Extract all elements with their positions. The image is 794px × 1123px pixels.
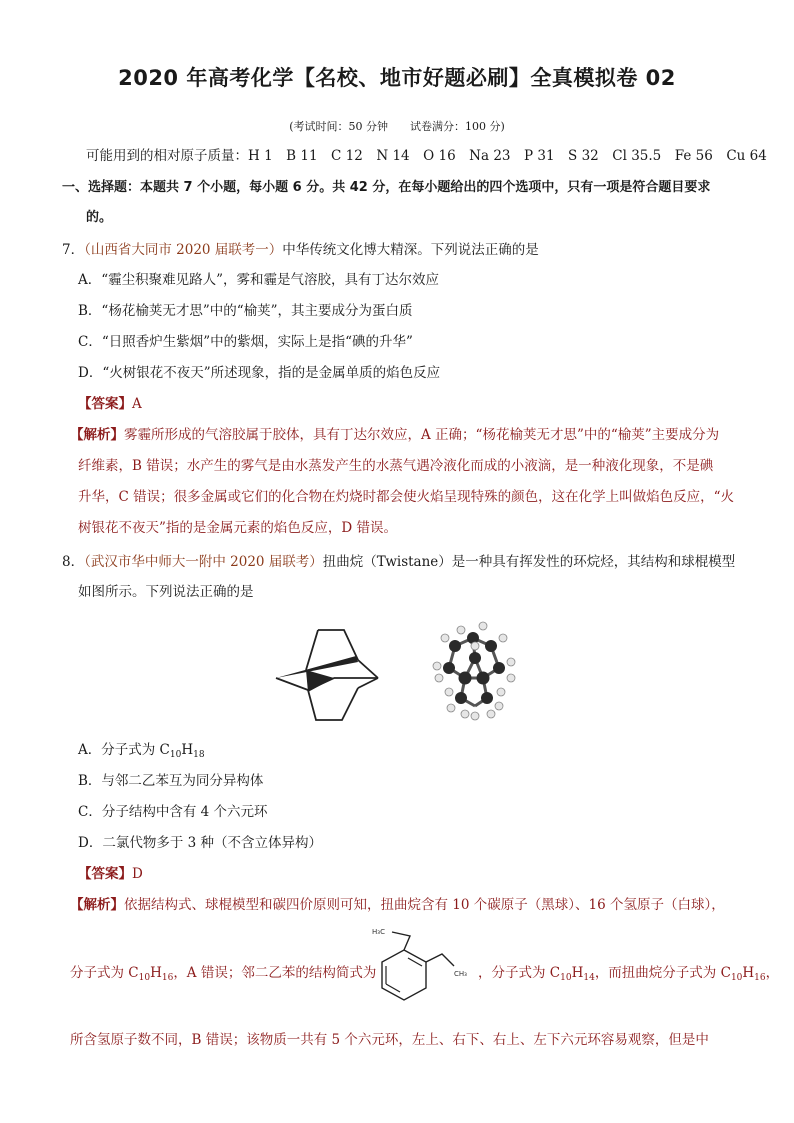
q8-explain-1 xyxy=(70,895,725,915)
twistane-structure-figure xyxy=(270,622,385,724)
ch3-label-right: CH₃ xyxy=(454,970,467,978)
q7-option-a: A．“霾尘积聚难见路人”，雾和霾是气溶胶，具有丁达尔效应 xyxy=(78,272,440,288)
q8-explain-2-h: H xyxy=(150,965,162,981)
q8-stem-text-1: 扭曲烷（Twistane）是一种具有挥发性的环烷烃，其结构和球棍模型 xyxy=(322,554,736,570)
q8-explain-label: 【解析】 xyxy=(70,897,124,913)
q8-option-b: B．与邻二乙苯互为同分异构体 xyxy=(78,773,264,789)
q7-option-d: D．“火树银花不夜天”所述现象，指的是金属单质的焰色反应 xyxy=(78,365,441,381)
q8-option-a xyxy=(78,740,205,760)
page-title: 2020 年高考化学【名校、地市好题必刷】全真模拟卷 02 xyxy=(118,66,676,90)
q8-answer-value: D xyxy=(132,866,143,882)
atomic-mass-line xyxy=(86,146,767,166)
q8-explain-2-right xyxy=(478,963,779,983)
q7-answer-value: A xyxy=(132,396,142,412)
q7-explain-4: 树银花不夜天”指的是金属元素的焰色反应，D 错误。 xyxy=(78,520,398,536)
q8-option-a-h: H xyxy=(181,742,194,758)
q7-answer-label: 【答案】 xyxy=(78,396,132,412)
q8-explain-2-h: H xyxy=(571,965,584,981)
q8-answer xyxy=(78,864,143,884)
q7-stem xyxy=(62,240,539,260)
structure-wedge-bond xyxy=(306,670,334,692)
q7-option-c: C．“日照香炉生紫烟”中的紫烟，实际上是指“碘的升华” xyxy=(78,334,413,350)
atomic-mass-values: H 1 B 11 C 12 N 14 O 16 Na 23 P 31 S 32 Cl 35.5 Fe 56 Cu 64 xyxy=(248,148,767,164)
q7-explain-1 xyxy=(70,425,719,445)
q8-explain-2-text: ，分子式为 C xyxy=(478,965,561,981)
q8-stem xyxy=(62,552,735,572)
q8-explain-2-sub: 10 xyxy=(730,973,743,983)
structure-bond xyxy=(306,630,318,670)
q8-number: 8． xyxy=(62,554,85,570)
q8-option-c: C．分子结构中含有 4 个六元环 xyxy=(78,804,268,820)
q8-explain-2-sub: 10 xyxy=(560,973,572,983)
q8-option-a-sub-c: 10 xyxy=(169,750,182,760)
q8-explain-2-sub: 16 xyxy=(161,973,174,983)
q7-explain-1-text: 雾霾所形成的气溶胶属于胶体，具有丁达尔效应，A 正确；“杨花榆荚无才思”中的“榆荚”主要成分为 xyxy=(124,427,720,443)
q7-explain-label: 【解析】 xyxy=(70,427,124,443)
q8-option-a-sub-h: 18 xyxy=(193,750,205,760)
q8-answer-label: 【答案】 xyxy=(78,866,132,882)
q8-explain-1-text: 依据结构式、球棍模型和碳四价原则可知，扭曲烷含有 10 个碳原子（黑球）、16 个氢原子（白球）， xyxy=(124,897,725,913)
q7-number: 7． xyxy=(62,242,85,258)
q8-explain-2-h: H xyxy=(742,965,755,981)
q8-explain-2-sub: 14 xyxy=(583,973,595,983)
q8-option-a-text: A．分子式为 C xyxy=(78,742,170,758)
q8-explain-2-text: ， xyxy=(765,965,780,981)
q7-stem-text: 中华传统文化博大精深。下列说法正确的是 xyxy=(282,242,539,258)
structure-bond xyxy=(358,660,378,678)
q8-explain-3: 所含氢原子数不同，B 错误；该物质一共有 5 个六元环，左上、右下、右上、左下六元环容易观察，但是中 xyxy=(70,1032,709,1048)
q8-explain-2-text: ，而扭曲烷分子式为 C xyxy=(594,965,731,981)
structure-bond xyxy=(358,678,378,688)
q7-explain-3: 升华，C 错误；很多金属或它们的化合物在灼烧时都会使火焰呈现特殊的颜色，这在化学上叫做焰色反应，“火 xyxy=(78,489,735,505)
q8-explain-2-left xyxy=(70,963,376,983)
structure-bond xyxy=(308,688,358,720)
section-heading: 一、选择题：本题共 7 个小题，每小题 6 分。共 42 分，在每小题给出的四个选项中，只有一项是符合题目要求 xyxy=(62,180,711,195)
q8-explain-2-sub: 10 xyxy=(138,973,151,983)
q7-answer xyxy=(78,394,142,414)
diethylbenzene-structure xyxy=(368,926,468,1014)
exam-info: (考试时间：50 分钟 试卷满分：100 分) xyxy=(289,120,505,133)
ethyl-group-right xyxy=(426,954,454,966)
section-heading-cont: 的。 xyxy=(86,210,113,225)
atomic-mass-label: 可能用到的相对原子质量： xyxy=(86,148,248,164)
structure-bond xyxy=(318,630,358,660)
q7-explain-2: 纤维素，B 错误；水产生的雾气是由水蒸发产生的水蒸气遇冷液化而成的小液滴，是一种液化现象，不是碘 xyxy=(78,458,714,474)
q8-stem-2: 如图所示。下列说法正确的是 xyxy=(78,584,254,600)
q8-explain-2-text: ，A 错误；邻二乙苯的结构简式为 xyxy=(173,965,377,981)
q7-source: （山西省大同市 2020 届联考一） xyxy=(84,242,283,258)
ch3-label-top: H₃C xyxy=(372,928,385,936)
q8-explain-2-sub: 16 xyxy=(754,973,766,983)
q8-source: （武汉市华中师大一附中 2020 届联考） xyxy=(84,554,323,570)
twistane-ball-stick-model xyxy=(425,616,525,722)
ethyl-group-top xyxy=(392,932,410,950)
q7-option-b: B．“杨花榆荚无才思”中的“榆荚”，其主要成分为蛋白质 xyxy=(78,303,413,319)
benzene-ring xyxy=(382,950,426,1000)
q8-explain-2-text: 分子式为 C xyxy=(70,965,139,981)
q8-option-d: D．二氯代物多于 3 种（不含立体异构） xyxy=(78,835,322,851)
